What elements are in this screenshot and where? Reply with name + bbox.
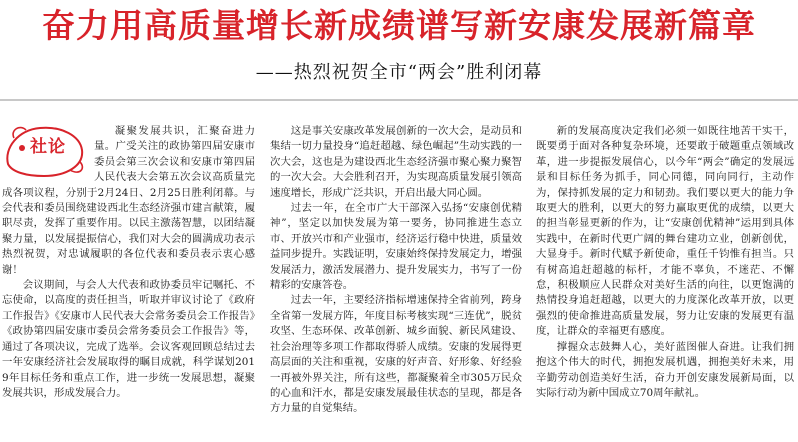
- paragraph: 新的发展高度决定我们必须一如既往地苦干实干，既要勇于面对各种复杂环境，还要敢于破题重点领域改革，进一步提振发展信心，以今年“两会”确定的发展远景和目标任务为抓手，同心同德，同向同行，主动作为，保持抓发展的定力和韧劲。我们要以更大的能力争取更大的胜利，以更大的努力赢取更优的成绩，以更大的担当彰显更新的作为，让“安康创优精神”运用到具体实践中，在新时代更广阔的舞台建功立业，创新创优，大显身手。新时代赋予新使命，重任千钧惟有担当。只有树高追赶超越的标杆，才能不辜负，不迷茫、不懈怠，积极顺应人民群众对美好生活的向往，以更饱满的热情投身追赶超越，以更大的力度深化改革开放，以更强烈的使命推进高质量发展，努力让安康的发展更有温度，让群众的幸福更有感度。: [536, 125, 794, 338]
- paragraph: 会议期间，与会人大代表和政协委员牢记嘱托、不忘使命，以高度的责任担当，听取并审议讨论了《政府工作报告》《安康市人民代表大会常务委员会工作报告》《政协第四届安康市委员会常务委员会工作报告》等，通过了各项决议，完成了选举。会议客观回顾总结过去一年安康经济社会发展取得的瞩目成就，科学谋划2019年目标任务和重点工作，进一步统一发展思想，凝聚发展共识，形成发展合力。: [2, 279, 255, 399]
- editorial-badge-label: 社论: [30, 137, 66, 157]
- paragraph: 凝聚发展共识，汇聚奋进力量。广受关注的政协第四届安康市委员会第三次会议和安康市第四届人民代表大会第五次会议高质量完成各项议程，分别于2月24日、2月25日胜利闭幕。与会代表和委员围绕建设西北生态经济强市建言献策，履职尽责，发挥了重要作用。以民主激荡智慧，以团结凝聚力量，以发展提振信心，我们对大会的圆满成功表示热烈祝贺，对忠诚履职的各位代表和委员表示衷心感谢！: [2, 125, 255, 276]
- article-column-1: [2, 124, 255, 442]
- paragraph: 这是事关安康改革发展创新的一次大会，是动员和集结一切力量投身“追赶超越、绿色崛起”生动实践的一次大会，这也是为建设西北生态经济强市聚心聚力聚智的一次大会。大会胜利召开，为实现高质量发展引领高速度增长，形成广泛共识，开启出最大同心圆。: [270, 125, 522, 199]
- paragraph: 过去一年，主要经济指标增速保持全省前列，跨身全省第一发展方阵，年度目标考核实现“三连优”，脱贫攻坚、生态环保、改革创新、城乡面貌、新民风建设、社会治理等多项工作都取得骄人成绩。安康的发展得更高层面的关注和重视，安康的好声音、好形象、好经验一再被外界关注，所有这些，都凝聚着全市305万民众的心血和汗水，都是安康发展最佳状态的呈现，都是各方力量的自觉集结。: [270, 294, 522, 415]
- paragraph: 撑握众志鼓舞人心，美好蓝图催人奋进。让我们拥抱这个伟大的时代，拥抱发展机遇，拥抱美好未来，用辛勤劳动创造美好生活，奋力开创安康发展新局面，以实际行动为新中国成立70周年献礼。: [536, 340, 794, 399]
- article-subhead: ——热烈祝贺全市“两会”胜利闭幕: [255, 62, 543, 83]
- article-column-3: [536, 124, 794, 442]
- article-headline: 奋力用高质量增长新成绩谱写新安康发展新篇章: [42, 6, 756, 45]
- editorial-badge: [2, 124, 88, 182]
- header-divider: [0, 99, 798, 101]
- article-column-2: [270, 124, 522, 442]
- paragraph: 过去一年，在全市广大干部深入弘扬“安康创优精神”，坚定以加快发展为第一要务，协同推进生态立市、开放兴市和产业强市，经济运行稳中快进，质量效益同步提升。实践证明，安康始终保持发展定力，增强发展活力，激活发展潜力、提升发展实力，书写了一份精彩的安康答卷。: [270, 202, 522, 292]
